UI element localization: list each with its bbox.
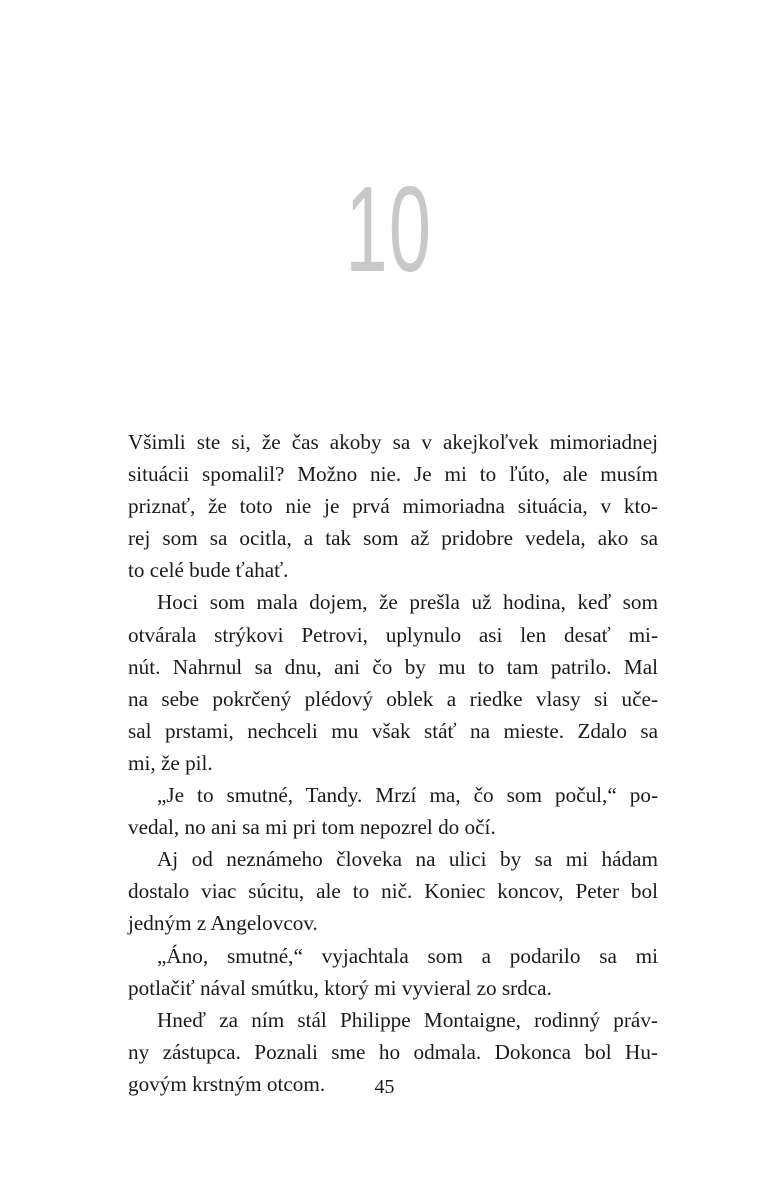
text-line: „Je to smutné, Tandy. Mrzí ma, čo som počul,“ po- [157,783,658,808]
text-line: govým krstným otcom. [128,1071,326,1096]
text-line: potlačiť nával smútku, ktorý mi vyvieral zo srdca. [128,975,552,1000]
text-line: mi, že pil. [128,750,213,775]
text-line: dostalo viac súcitu, ale to nič. Koniec koncov, Peter bol [128,879,658,904]
body-text [128,426,658,1100]
text-line: „Áno, smutné,“ vyjachtala som a podarilo sa mi [157,943,658,968]
paragraph [128,426,658,586]
paragraph [128,940,658,1004]
text-line: Všimli ste si, že čas akoby sa v akejkoľvek mimoriadnej [128,430,658,454]
text-line: Hoci som mala dojem, že prešla už hodina, keď som [157,590,658,615]
page-number: 45 [374,1076,395,1098]
text-line: vedal, no ani sa mi pri tom nepozrel do očí. [128,815,496,840]
text-line: ny zástupca. Poznali sme ho odmala. Dokonca bol Hu- [128,1039,658,1064]
text-line: otvárala strýkovi Petrovi, uplynulo asi len desať mi- [128,622,658,647]
paragraph [128,586,658,779]
text-line: nút. Nahrnul sa dnu, ani čo by mu to tam patrilo. Mal [128,654,658,679]
text-line: priznať, že toto nie je prvá mimoriadna situácia, v kto- [128,494,658,519]
text-line: jedným z Angelovcov. [128,911,318,936]
text-line: situácii spomalil? Možno nie. Je mi to ľúto, ale musím [128,462,658,487]
text-line: sal prstami, nechceli mu však stáť na mieste. Zdalo sa [128,718,658,743]
text-line: to celé bude ťahať. [128,558,289,583]
paragraph [128,843,658,939]
paragraph [128,779,658,843]
text-line: Hneď za ním stál Philippe Montaigne, rodinný práv- [157,1007,658,1032]
text-line: na sebe pokrčený plédový oblek a riedke vlasy si uče- [128,686,658,711]
text-line: Aj od neznámeho človeka na ulici by sa mi hádam [157,847,658,872]
text-line: rej som sa ocitla, a tak som až pridobre vedela, ako sa [128,526,658,551]
chapter-number: 10 [345,161,433,297]
